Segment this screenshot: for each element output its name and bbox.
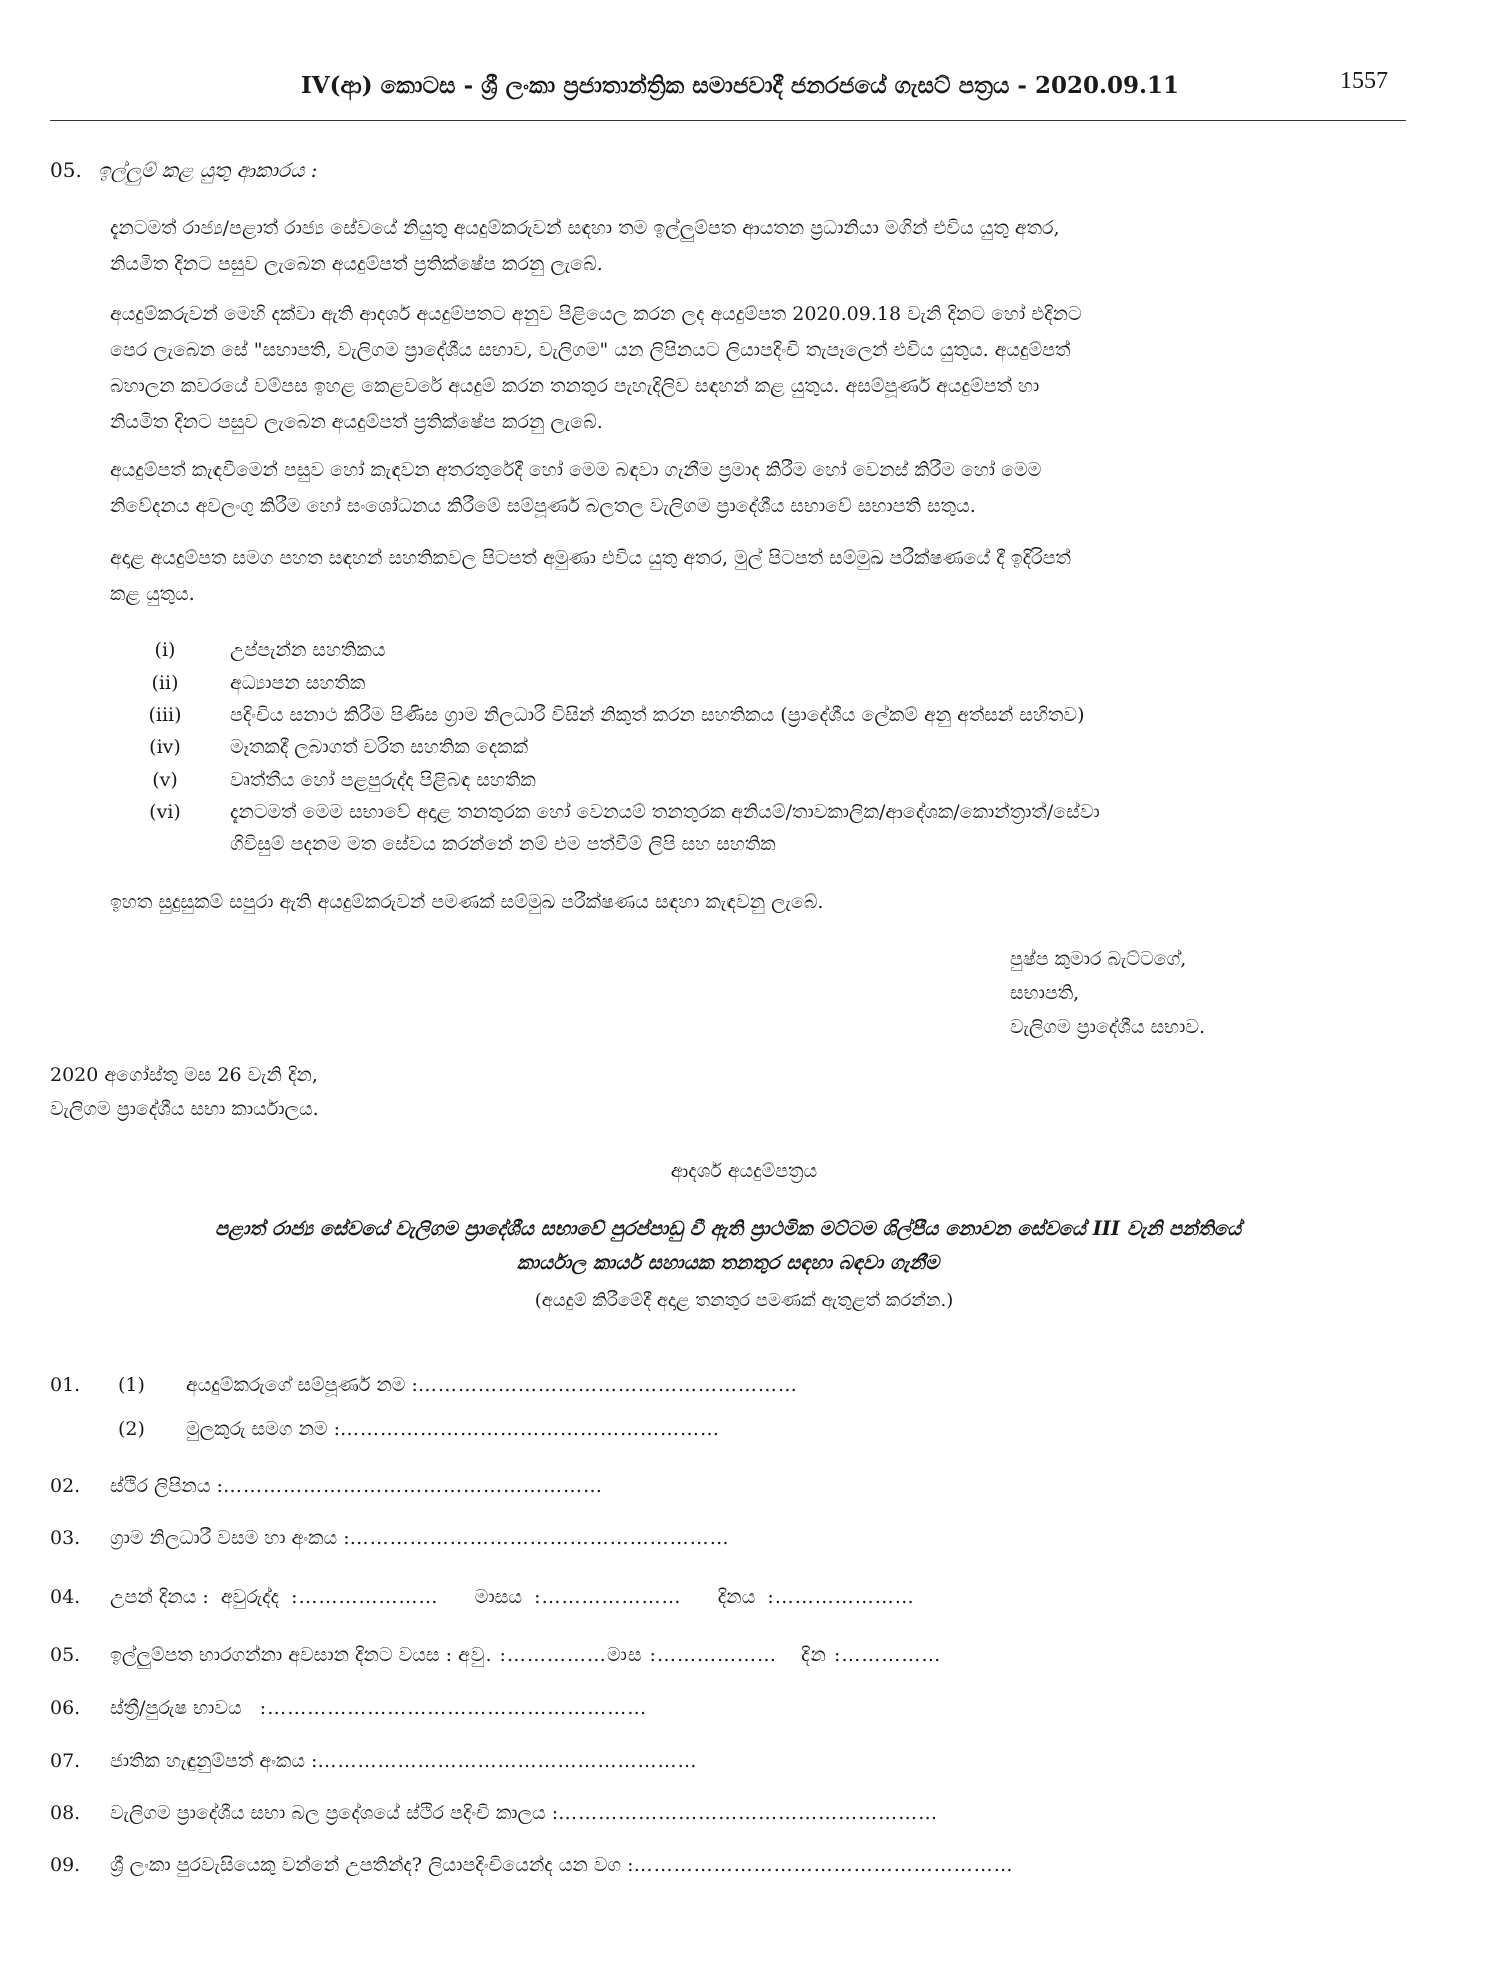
subfield-number: (1) [118, 1374, 145, 1396]
address-input[interactable]: ………………………………………………… [222, 1475, 603, 1497]
citizenship-input[interactable]: ………………………………………………… [633, 1854, 1014, 1876]
paragraph-1: දැනටමත් රාජ්‍ය/පළාත් රාජ්‍ය සේවයේ නියුතු අයදුම්කරුවන් සඳහා තම ඉල්ලුම්පත ආයතන ප්‍රධානියා මගින් එවිය යුතු අතර, නියමිත දිනට පසුව ලැබෙන අයදුම්පත් ප්‍රතික්ෂේප කරනු ලැබේ. [110, 217, 1060, 275]
page-number: 1557 [1340, 68, 1388, 94]
address-field: ස්ථිර ලිපිනය :………………………………………………… [110, 1475, 603, 1497]
nic-input[interactable]: ………………………………………………… [317, 1750, 698, 1772]
form-title: ආදර්ශ අයදුම්පත්‍රය [670, 1160, 818, 1182]
paragraph-2: අයදුම්කරුවන් මෙහි දක්වා ඇති ආදර්ශ අයදුම්පතට අනුව පිළියෙල කරන ලද අයදුම්පත 2020.09.18 වැනි දිනට හෝ එදිනට පෙර ලැබෙන සේ "සභාපති, වැලිගම ප්‍රාදේශීය සභාව, වැලිගම" යන ලිපිනයට ලියාපදිංචි තැපෑලෙන් එවිය යුතුය. අයදුම්පත් බහාලන කවරයේ වම්පස ඉහළ කෙළවරේ අයදුම් කරන තනතුර පැහැදිලිව සඳහන් කළ යුතුය. අසම්පූර්ණ අයදුම්පත් හා නියමිත දිනට පසුව ලැබෙන අයදුම්පත් ප්‍රතික්ෂේප කරනු ලැබේ. [110, 303, 1082, 433]
age-months-input[interactable]: මාස :……………… [606, 1644, 777, 1666]
signature-block: පුෂ්ප කුමාර බැට්ටගේ, සභාපති, වැලිගම ප්‍රාදේශීය සභාව. [1010, 948, 1206, 1038]
name-with-initials-field: මුලකුරු සමග නම :………………………………………………… [186, 1418, 720, 1440]
citizenship-field: ශ්‍රී ලංකා පුරවැසියෙකු වන්නේ උපතින්ද? ලියාපදිංචියෙන්ද යන වග :………………………………………………… [110, 1854, 1014, 1876]
section-number: 05. [50, 158, 82, 182]
field-number: 04. [50, 1586, 81, 1608]
gazette-page: IV(ආ) කොටස - ශ්‍රී ලංකා ප්‍රජාතාන්ත්‍රික සමාජවාදී ජනරජයේ ගැසට් පත්‍රය - 2020.09.11 1557 05. ඉල්ලුම් කළ යුතු ආකාරය : දැනටමත් රාජ්‍ය/පළාත් රාජ්‍ය සේවයේ නියුතු අයදුම්කරුවන් සඳහා තම ඉල්ලුම්පත ආයතන ප්‍රධානියා මගින් එවිය යුතු අතර, නියමිත දිනට පසුව ලැබෙන අයදුම්පත් ප්‍රතික්ෂේප කරනු ලැබේ. අයදුම්කරුවන් මෙහි දක්වා ඇති ආදර්ශ අයදුම්පතට අනුව පිළියෙල කරන ලද අයදුම්පත 2020.09.18 වැනි දිනට හෝ එදිනට පෙර ලැබෙන සේ "සභාපති, වැලිගම ප්‍රාදේශීය සභාව, වැලිගම" යන ලිපිනයට ලියාපදිංචි තැපෑලෙන් එවිය යුතුය. අයදුම්පත් බහාලන කවරයේ වම්පස ඉහළ කෙළවරේ අයදුම් කරන තනතුර පැහැදිලිව සඳහන් කළ යුතුය. අසම්පූර්ණ අයදුම්පත් හා නියමිත දිනට පසුව ලැබෙන අයදුම්පත් ප්‍රතික්ෂේප කරනු ලැබේ. අයදුම්පත් කැඳවීමෙන් පසුව හෝ කැඳවන අතරතුරේදී හෝ මෙම බඳවා ගැනීම ප්‍රමාද කිරීම හෝ වෙනස් කිරීම හෝ මෙම නිවේදනය අවලංගු කිරීම හෝ සංශෝධනය කිරීමේ සම්පූර්ණ බලතල වැලිගම ප්‍රාදේශීය සභාවේ සභාපති සතුය. අදාළ අයදුම්පත සමග පහත සඳහන් සහතිකවල පිටපත් අමුණා එවිය යුතු අතර, මුල් පිටපත් සම්මුඛ පරීක්ෂණයේ දී ඉදිරිපත් කළ යුතුය. (i) උප්පැන්න සහතිකය (ii) අධ්‍යාපන සහතික (iii) පදිංචිය සනාථ කිරීම පිණිස ග්‍රාම නිලධාරී විසින් නිකුත් කරන සහතිකය (ප්‍රාදේශීය ලේකම් අනු අත්සන් සහිතව) (iv) මෑතකදී ලබාගත් චරිත සහතික දෙකක් (v) වෘත්තීය හෝ පළපුරුද්ද පිළිබඳ සහතික (vi) දැනටමත් මෙම සභාවේ අදාළ තනතුරක හෝ වෙනයම් තනතුරක අනියම්/තාවකාලික/ආදේශක/කොන්ත්‍රාත්/සේවා ගිවිසුම් පදනම මත සේවය කරන්නේ නම් එම පත්වීම් ලිපි සහ සහතික ඉහත සුදුසුකම් සපුරා ඇති අයදුම්කරුවන් පමණක් සම්මුඛ පරීක්ෂණය සඳහා කැඳවනු ලැබේ. පුෂ්ප කුමාර බැට්ටගේ, සභාපති, වැලිගම ප්‍රාදේශීය සභාව. 2020 අගෝස්තු මස 26 වැනි දින, වැලිගම ප්‍රාදේශීය සභා කාර්යාලය. ආදර්ශ අයදුම්පත්‍රය පළාත් රාජ්‍ය සේවයේ වැලිගම ප්‍රාදේශීය සභාවේ පුරප්පාඩු වී ඇති ප්‍රාථමික මට්ටම ශිල්පීය නොවන සේවයේ III වැනි පන්තියේ කාර්යාල කාර්ය සහායක තනතුර සඳහා බඳවා ගැනීම (අයදුම් කිරීමේදී අදාළ තනතුර පමණක් ඇතුළත් කරන්න.) 01. (1) අයදුම්කරුගේ සම්පූර්ණ නම :………………………………………………… (2) මුලකුරු සමග නම :………………………………………………… 02. ස්ථිර ලිපිනය :………………………………………………… 03. ග්‍රාම නිලධාරී වසම හා අංකය :………………………………………………… 04. උපන් දිනය : අවුරුද්ද :………………… මාසය :………………… දිනය :………………… 05. ඉල්ලුම්පත භාරගන්නා අවසාන දිනට වයස : අවු. :……………මාස :……………… දින :…………… 06. ස්ත්‍රී/පුරුෂ භාවය :………………………………………………… 07. ජාතික හැඳුනුම්පත් අංකය :………………………………………………… 08. වැලිගම ප්‍රාදේශීය සභා බල ප්‍රදේශයේ ස්ථිර පදිංචි කාලය :………………………………………………… 09. ශ්‍රී ලංකා පුරවැසියෙකු වන්නේ උපතින්ද? ලියාපදිංචියෙන්ද යන වග :………………………………………………… [0, 0, 1488, 1975]
gazette-header-title: IV(ආ) කොටස - ශ්‍රී ලංකා ප්‍රජාතාන්ත්‍රික සමාජවාදී ජනරජයේ ගැසට් පත්‍රය - 2020.09.11 [301, 72, 1179, 99]
full-name-input[interactable]: ………………………………………………… [417, 1374, 798, 1396]
full-name-field: අයදුම්කරුගේ සම්පූර්ණ නම :………………………………………………… [186, 1374, 798, 1396]
field-number: 07. [50, 1750, 81, 1772]
age-field: ඉල්ලුම්පත භාරගන්නා අවසාන දිනට වයස : අවු. :……………මාස :……………… දින :…………… [110, 1644, 942, 1666]
paragraph-4: අදාළ අයදුම්පත සමග පහත සඳහන් සහතිකවල පිටපත් අමුණා එවිය යුතු අතර, මුල් පිටපත් සම්මුඛ පරීක්ෂණයේ දී ඉදිරිපත් කළ යුතුය. [110, 547, 1071, 605]
date-place: 2020 අගෝස්තු මස 26 වැනි දින, වැලිගම ප්‍රාදේශීය සභා කාර්යාලය. [50, 1064, 319, 1120]
section-title: ඉල්ලුම් කළ යුතු ආකාරය : [98, 158, 318, 182]
field-number: 08. [50, 1802, 81, 1824]
field-number: 09. [50, 1854, 81, 1876]
dob-month-input[interactable]: :………………… [534, 1586, 682, 1608]
gn-division-field: ග්‍රාම නිලධාරී වසම හා අංකය :………………………………………………… [110, 1527, 730, 1549]
field-number: 05. [50, 1644, 81, 1666]
field-number: 06. [50, 1697, 81, 1719]
field-number: 03. [50, 1527, 81, 1549]
age-years-input[interactable]: අවු. :…………… [458, 1644, 607, 1666]
gender-input[interactable]: :………………………………………………… [259, 1697, 648, 1719]
gender-field: ස්ත්‍රී/පුරුෂ භාවය :………………………………………………… [110, 1697, 648, 1719]
header-divider [50, 120, 1406, 121]
closing-paragraph: ඉහත සුදුසුකම් සපුරා ඇති අයදුම්කරුවන් පමණක් සම්මුඛ පරීක්ෂණය සඳහා කැඳවනු ලැබේ. [110, 891, 824, 913]
name-with-initials-input[interactable]: ………………………………………………… [340, 1418, 720, 1440]
residence-period-input[interactable]: ………………………………………………… [558, 1802, 939, 1824]
paragraph-3: අයදුම්පත් කැඳවීමෙන් පසුව හෝ කැඳවන අතරතුරේදී හෝ මෙම බඳවා ගැනීම ප්‍රමාද කිරීම හෝ වෙනස් කිරීම හෝ මෙම නිවේදනය අවලංගු කිරීම හෝ සංශෝධනය කිරීමේ සම්පූර්ණ බලතල වැලිගම ප්‍රාදේශීය සභාවේ සභාපති සතුය. [110, 459, 1042, 517]
dob-day-input[interactable]: :………………… [767, 1586, 915, 1608]
age-days-input[interactable]: දින :…………… [801, 1644, 942, 1666]
residence-period-field: වැලිගම ප්‍රාදේශීය සභා බල ප්‍රදේශයේ ස්ථිර පදිංචි කාලය :………………………………………………… [110, 1802, 939, 1824]
nic-field: ජාතික හැඳුනුම්පත් අංකය :………………………………………………… [110, 1750, 698, 1772]
dob-year-input[interactable]: :………………… [291, 1586, 439, 1608]
field-number: 02. [50, 1475, 81, 1497]
dob-field: උපන් දිනය : අවුරුද්ද :………………… මාසය :………………… දිනය :………………… [110, 1586, 915, 1608]
post-note: (අයදුම් කිරීමේදී අදාළ තනතුර පමණක් ඇතුළත් කරන්න.) [534, 1290, 954, 1311]
field-number: 01. [50, 1374, 81, 1396]
post-title: පළාත් රාජ්‍ය සේවයේ වැලිගම ප්‍රාදේශීය සභාවේ පුරප්පාඩු වී ඇති ප්‍රාථමික මට්ටම ශිල්පීය නොවන සේවයේ III වැනි පන්තියේ කාර්යාල කාර්ය සහායක තනතුර සඳහා බඳවා ගැනීම [214, 1217, 1242, 1274]
subfield-number: (2) [118, 1418, 145, 1440]
gn-division-input[interactable]: ………………………………………………… [349, 1527, 730, 1549]
